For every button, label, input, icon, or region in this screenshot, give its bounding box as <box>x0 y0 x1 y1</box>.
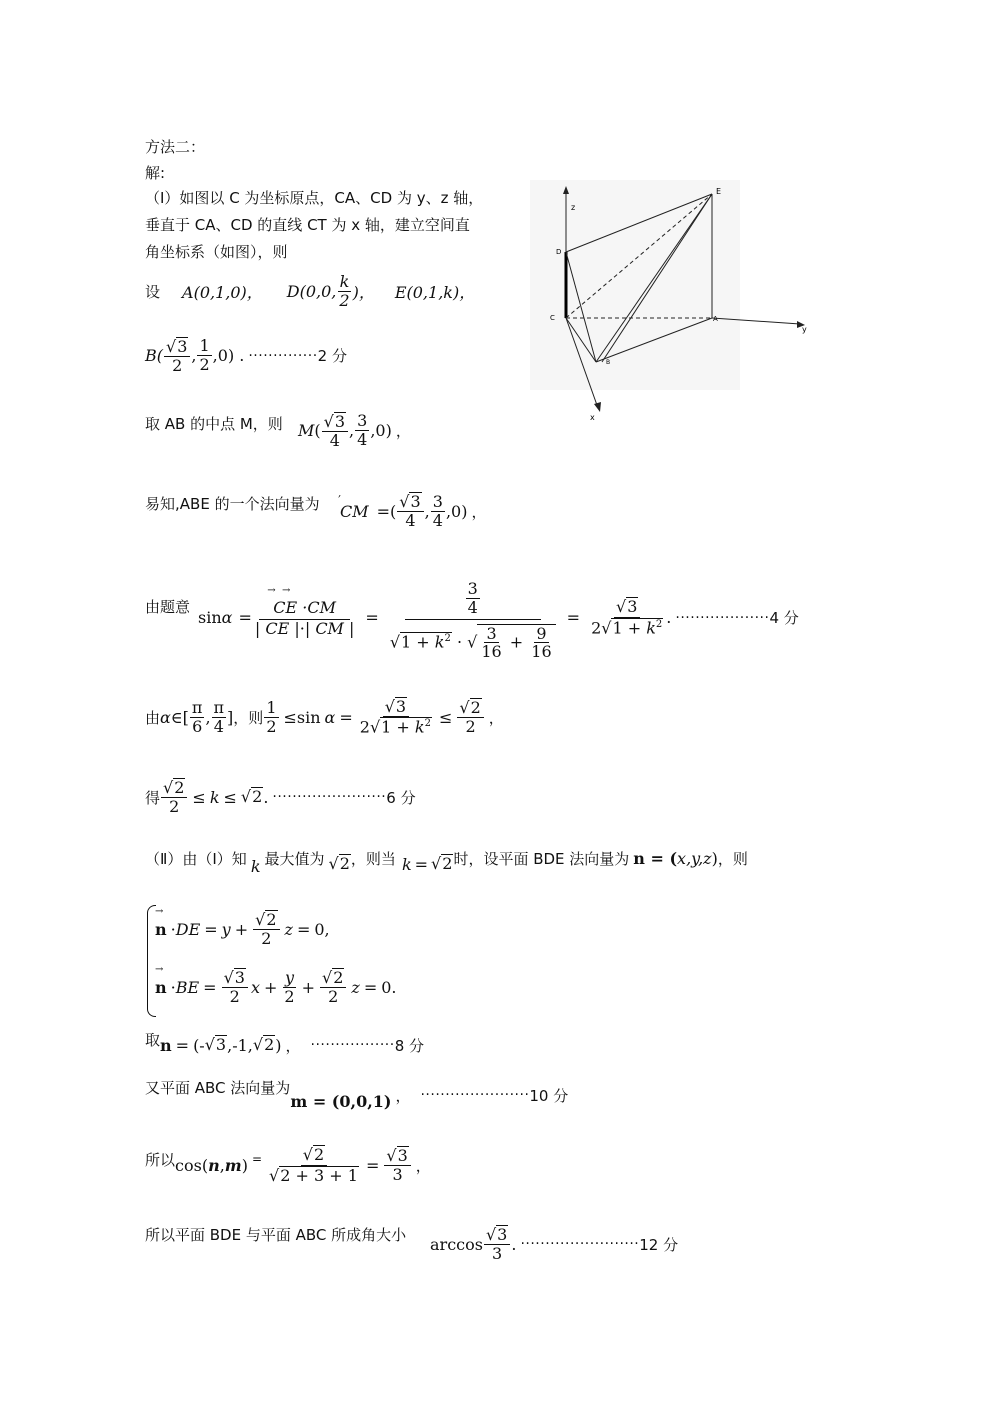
k-max-text: 最大值为 <box>264 849 325 868</box>
when-text: ，则当 <box>350 849 396 868</box>
point-b-label: B( <box>145 346 163 365</box>
ti-yi-label: 由题意 <box>145 598 191 616</box>
point-d-pre: D(0,0, <box>286 281 337 301</box>
label-c: C <box>550 314 555 322</box>
coordinate-figure <box>530 180 830 425</box>
solution-label: 解: <box>145 164 166 182</box>
score-8: 8 分 <box>394 1036 424 1055</box>
part1-line3: 角坐标系（如图），则 <box>145 243 288 261</box>
score-6: 6 分 <box>386 788 416 807</box>
label-d: D <box>556 248 562 256</box>
score-dots-2: ·············· <box>248 347 318 364</box>
part2-intro-line: （Ⅱ）由（Ⅰ）知 k 最大值为 √2 ，则当 k = √2 时，设平面 BDE 法向量为 n = ( x,y,z ) ，则 <box>145 848 748 876</box>
point-m: M ( $\frac{√3}{4}$ , $\frac{3}{4}$ ,0) ， <box>298 411 411 450</box>
alpha-range: 由 α ∈[ $\frac{\pi}{6}$ , $\frac{\pi}{4}$ ] ，则 $\frac{1}{2}$ ≤sin α = $\frac{√3}{2√1 + k^2}$ ≤ $\frac{√2}{2}$ ， <box>145 696 504 737</box>
de-label: 得 <box>145 788 161 807</box>
part1-line1: （Ⅰ）如图以 C 为坐标原点，CA、CD 为 y、z 轴， <box>145 189 484 207</box>
part2-intro: （Ⅱ）由（Ⅰ）知 <box>145 849 247 868</box>
midpoint-text: 取 AB 的中点 M，则 <box>145 415 283 433</box>
final-answer: arccos $\frac{√3}{3}$ . ························ 12 分 <box>430 1225 679 1264</box>
score-12: 12 分 <box>639 1235 679 1254</box>
m-vector: m = (0,0,1) <box>290 1091 392 1111</box>
point-e: E(0,1,k)， <box>394 282 476 302</box>
point-b-line: B( $\frac{√3}{2}$ , $\frac{1}{2}$ ,0) . ·············· 2 分 <box>145 336 347 375</box>
normal-vector-cm: CM , =( $\frac{√3}{4}$ , $\frac{3}{4}$ ,0) ， <box>338 487 487 531</box>
set-plane-text: 时，设平面 BDE 法向量为 <box>453 849 630 868</box>
then-text: ，则 <box>717 849 748 868</box>
score-10: 10 分 <box>529 1086 569 1105</box>
abc-normal-line: 又平面 ABC 法向量为 m = (0,0,1) ， ······················ 10 分 <box>145 1078 569 1111</box>
method-heading: 方法二： <box>145 138 206 156</box>
normal-text: 易知,ABE 的一个法向量为 <box>145 495 320 513</box>
label-b: B <box>606 359 611 366</box>
sin-alpha-equation: sin α = CE ·CM → → | CE |·| CM | = $\frac{3}{4}$ $√1 + k^2$ · √ $\frac{3}{16}$ + $\frac{9}{16}$ = $\frac{√3}{2√1 + k^2}$ . ··················· 4 分 <box>198 565 799 670</box>
label-x: x <box>590 413 595 422</box>
points-line <box>145 266 475 316</box>
label-z: z <box>571 203 576 212</box>
point-d-den: 2 <box>339 290 350 310</box>
label-y: y <box>802 325 807 334</box>
score-2: 2 分 <box>317 347 347 365</box>
take-label: 取 <box>145 1030 161 1049</box>
so2-text: 所以平面 BDE 与平面 ABC 所成角大小 <box>145 1226 407 1244</box>
point-a: A(0,1,0)， <box>182 282 263 302</box>
set-label: 设 <box>145 282 161 301</box>
equation-de: n → · DE = y + $\frac{√2}{2}$ z = 0, <box>155 905 330 949</box>
score-4: 4 分 <box>769 609 799 627</box>
range-then: ，则 <box>233 708 264 727</box>
cos-line: 所以 cos( n , m ) = $\frac{√2}{√2 + 3 + 1}$ = $\frac{√3}{3}$ ， <box>145 1145 431 1185</box>
abc-text: 又平面 ABC 法向量为 <box>145 1078 291 1097</box>
take-n-line: 取 n = (- √3 ,-1, √2 ) ， ················· 8 分 <box>145 1030 424 1055</box>
so1-label: 所以 <box>145 1150 176 1169</box>
point-d-num: k <box>339 271 350 291</box>
equation-be: n → · BE = $\frac{√3}{2}$ x + $\frac{y}{2}$ + $\frac{√2}{2}$ z = 0. <box>155 963 397 1007</box>
label-e: E <box>716 187 722 196</box>
k-range: 得 $\frac{√2}{2}$ ≤ k ≤ √2 . ······················· 6 分 <box>145 778 416 817</box>
label-a: A <box>713 315 718 323</box>
point-d-post: )， <box>352 282 375 302</box>
range-prefix: 由 <box>145 708 161 727</box>
point-d-frac <box>337 273 351 309</box>
part1-line2: 垂直于 CA、CD 的直线 CT 为 x 轴，建立空间直 <box>145 216 470 234</box>
